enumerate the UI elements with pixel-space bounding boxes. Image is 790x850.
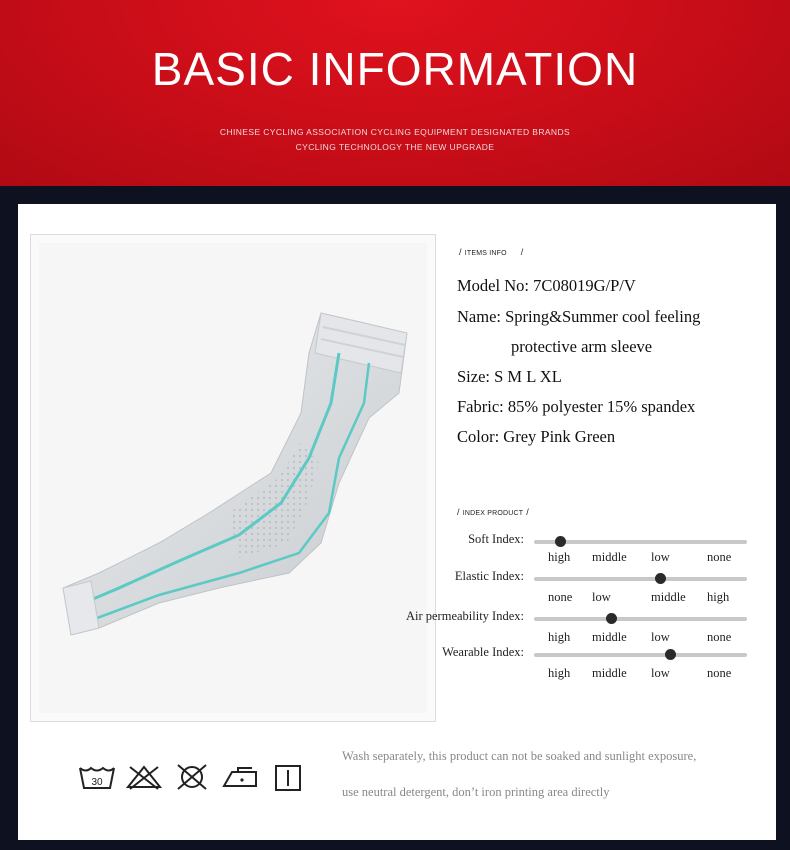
product-name-cont: protective arm sleeve (511, 337, 653, 356)
care-icons (78, 764, 308, 794)
care-instructions-line-2: use neutral detergent, don’t iron printing area directly (342, 785, 610, 799)
no-bleach-icon (124, 764, 164, 795)
index-slider-knob (606, 613, 617, 624)
line-dry-icon (274, 764, 302, 797)
iron-low-icon (220, 764, 262, 795)
info-panel (18, 204, 776, 840)
index-slider-track (534, 653, 747, 657)
index-label: Elastic Index: (454, 569, 524, 583)
index-scale-label: none (548, 590, 573, 604)
index-scale-label: none (707, 666, 732, 680)
index-slider-track (534, 577, 747, 581)
index-label: Wearable Index: (442, 645, 524, 659)
arm-sleeve-image (39, 243, 427, 713)
index-label: Air permeability Index: (405, 609, 524, 623)
page-title: BASIC INFORMATION (151, 43, 639, 95)
index-product-heading: / INDEX PRODUCT / (457, 507, 529, 517)
model-number: Model No: 7C08019G/P/V (457, 276, 636, 295)
header-banner (0, 0, 790, 186)
product-color: Color: Grey Pink Green (457, 427, 616, 446)
index-scale-label: middle (592, 630, 627, 644)
index-scale-label: middle (592, 666, 627, 680)
care-instructions-line-1: Wash separately, this product can not be soaked and sunlight exposure, (342, 749, 697, 763)
index-slider-track (534, 617, 747, 621)
index-scale-label: low (651, 630, 670, 644)
product-fabric: Fabric: 85% polyester 15% spandex (457, 397, 696, 416)
product-name: Name: Spring&Summer cool feeling (457, 307, 701, 326)
no-tumble-dry-icon (174, 764, 210, 795)
index-scale-label: high (548, 550, 571, 564)
index-scale-label: low (651, 666, 670, 680)
index-scale-label: high (707, 590, 730, 604)
index-slider-track (534, 540, 747, 544)
wash-30-icon (78, 764, 116, 795)
index-slider-knob (555, 536, 566, 547)
index-scale-label: low (592, 590, 611, 604)
index-scale-label: none (707, 630, 732, 644)
index-label: Soft Index: (468, 532, 524, 546)
product-size: Size: S M L XL (457, 367, 562, 386)
index-scale-label: low (651, 550, 670, 564)
index-scale-label: high (548, 666, 571, 680)
index-scale-label: high (548, 630, 571, 644)
items-info-heading: / ITEMS INFO / (459, 247, 524, 257)
header-subtitle-1: CHINESE CYCLING ASSOCIATION CYCLING EQUIPMENT DESIGNATED BRANDS (219, 127, 571, 137)
header-subtitle-2: CYCLING TECHNOLOGY THE NEW UPGRADE (295, 142, 495, 152)
index-scale-label: middle (651, 590, 686, 604)
index-scale-label: middle (592, 550, 627, 564)
product-photo (39, 243, 427, 713)
index-slider-knob (665, 649, 676, 660)
index-scale-label: none (707, 550, 732, 564)
index-slider-knob (655, 573, 666, 584)
svg-text:30: 30 (91, 777, 103, 788)
